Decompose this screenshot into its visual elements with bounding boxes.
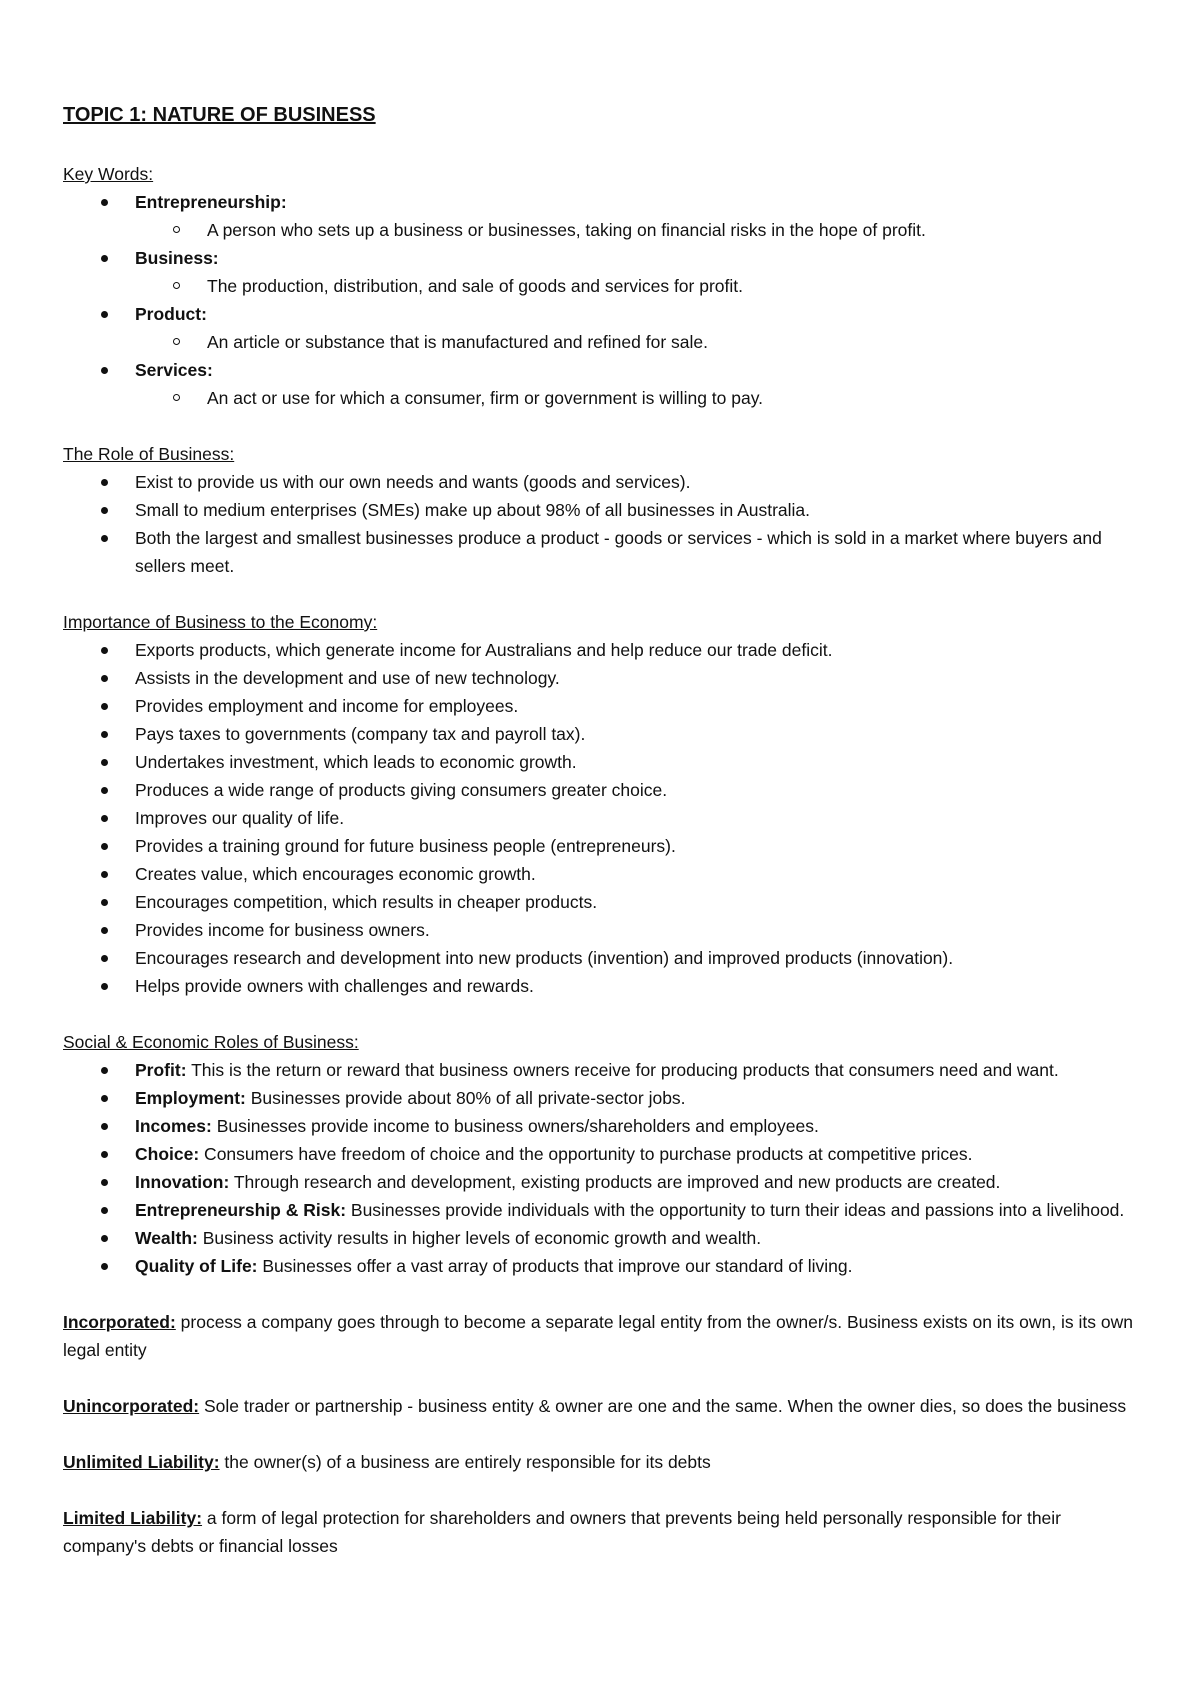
list-item: Creates value, which encourages economic growth. xyxy=(135,860,1140,888)
term-text: Sole trader or partnership - business entity & owner are one and the same. When the owner dies, so does the business xyxy=(199,1396,1127,1416)
list-item: Provides a training ground for future business people (entrepreneurs). xyxy=(135,832,1140,860)
list-item xyxy=(135,1084,1140,1112)
term-label: Employment: xyxy=(135,1088,246,1108)
list-item: Provides income for business owners. xyxy=(135,916,1140,944)
list-item xyxy=(135,1056,1140,1084)
list-item: Both the largest and smallest businesses produce a product - goods or services - which is sold in a market where buyers and sellers meet. xyxy=(135,524,1140,580)
list-item: Encourages competition, which results in cheaper products. xyxy=(135,888,1140,916)
list-item xyxy=(135,244,1140,300)
list-item: The production, distribution, and sale of goods and services for profit. xyxy=(207,272,1140,300)
importance-heading: Importance of Business to the Economy: xyxy=(63,612,378,632)
social-heading: Social & Economic Roles of Business: xyxy=(63,1032,359,1052)
term-label: Unincorporated: xyxy=(63,1396,200,1416)
term-label: Wealth: xyxy=(135,1228,198,1248)
term-text: Business activity results in higher levels of economic growth and wealth. xyxy=(197,1228,762,1248)
list-item: Improves our quality of life. xyxy=(135,804,1140,832)
list-item xyxy=(135,1252,1140,1280)
term-label: Entrepreneurship: xyxy=(135,192,287,212)
list-item: Helps provide owners with challenges and rewards. xyxy=(135,972,1140,1000)
term-text: Businesses provide income to business owners/shareholders and employees. xyxy=(211,1116,819,1136)
key-words-section xyxy=(63,160,1140,412)
incorporated-definition xyxy=(63,1308,1140,1364)
term-text: Businesses offer a vast array of products that improve our standard of living. xyxy=(257,1256,853,1276)
list-item xyxy=(135,356,1140,412)
sub-list xyxy=(135,384,1140,412)
list-item xyxy=(135,1196,1140,1224)
list-item xyxy=(135,1112,1140,1140)
list-item: Produces a wide range of products giving consumers greater choice. xyxy=(135,776,1140,804)
term-label: Services: xyxy=(135,360,213,380)
term-label: Limited Liability: xyxy=(63,1508,203,1528)
term-label: Product: xyxy=(135,304,207,324)
sub-list xyxy=(135,272,1140,300)
list-item: An act or use for which a consumer, firm or government is willing to pay. xyxy=(207,384,1140,412)
list-item: Assists in the development and use of new technology. xyxy=(135,664,1140,692)
list-item xyxy=(135,1168,1140,1196)
limited-liability-definition xyxy=(63,1504,1140,1560)
term-text: Consumers have freedom of choice and the opportunity to purchase products at competitive prices. xyxy=(199,1144,973,1164)
term-text: Through research and development, existing products are improved and new products are created. xyxy=(229,1172,1001,1192)
term-label: Incorporated: xyxy=(63,1312,176,1332)
term-text: This is the return or reward that business owners receive for producing products that consumers need and want. xyxy=(186,1060,1059,1080)
unlimited-liability-definition xyxy=(63,1448,1140,1476)
key-words-list xyxy=(63,188,1140,412)
term-text: Businesses provide individuals with the opportunity to turn their ideas and passions into a livelihood. xyxy=(346,1200,1125,1220)
list-item: Provides employment and income for employees. xyxy=(135,692,1140,720)
sub-list xyxy=(135,216,1140,244)
term-label: Quality of Life: xyxy=(135,1256,258,1276)
importance-list xyxy=(63,636,1140,1000)
list-item xyxy=(135,1224,1140,1252)
list-item: An article or substance that is manufactured and refined for sale. xyxy=(207,328,1140,356)
term-text: Businesses provide about 80% of all private-sector jobs. xyxy=(245,1088,686,1108)
list-item: Pays taxes to governments (company tax and payroll tax). xyxy=(135,720,1140,748)
importance-section xyxy=(63,608,1140,1000)
role-list xyxy=(63,468,1140,580)
list-item xyxy=(135,188,1140,244)
term-label: Profit: xyxy=(135,1060,187,1080)
list-item: Small to medium enterprises (SMEs) make up about 98% of all businesses in Australia. xyxy=(135,496,1140,524)
unincorporated-definition xyxy=(63,1392,1140,1420)
term-label: Business: xyxy=(135,248,219,268)
role-section xyxy=(63,440,1140,580)
page-title: TOPIC 1: NATURE OF BUSINESS xyxy=(63,104,376,126)
sub-list xyxy=(135,328,1140,356)
list-item: Exports products, which generate income for Australians and help reduce our trade deficit. xyxy=(135,636,1140,664)
social-list xyxy=(63,1056,1140,1280)
list-item: Encourages research and development into new products (invention) and improved products (innovation). xyxy=(135,944,1140,972)
key-words-heading: Key Words: xyxy=(63,164,154,184)
list-item: Undertakes investment, which leads to economic growth. xyxy=(135,748,1140,776)
list-item: A person who sets up a business or businesses, taking on financial risks in the hope of profit. xyxy=(207,216,1140,244)
list-item xyxy=(135,300,1140,356)
term-label: Choice: xyxy=(135,1144,200,1164)
term-text: the owner(s) of a business are entirely responsible for its debts xyxy=(219,1452,711,1472)
term-label: Unlimited Liability: xyxy=(63,1452,220,1472)
role-heading: The Role of Business: xyxy=(63,444,235,464)
term-label: Entrepreneurship & Risk: xyxy=(135,1200,347,1220)
list-item xyxy=(135,1140,1140,1168)
term-text: a form of legal protection for shareholders and owners that prevents being held personally responsible for their company's debts or financial losses xyxy=(63,1508,1062,1556)
term-text: process a company goes through to become a separate legal entity from the owner/s. Business exists on its own, is its own legal entity xyxy=(63,1312,1133,1360)
term-label: Innovation: xyxy=(135,1172,230,1192)
term-label: Incomes: xyxy=(135,1116,212,1136)
list-item: Exist to provide us with our own needs and wants (goods and services). xyxy=(135,468,1140,496)
social-section xyxy=(63,1028,1140,1280)
